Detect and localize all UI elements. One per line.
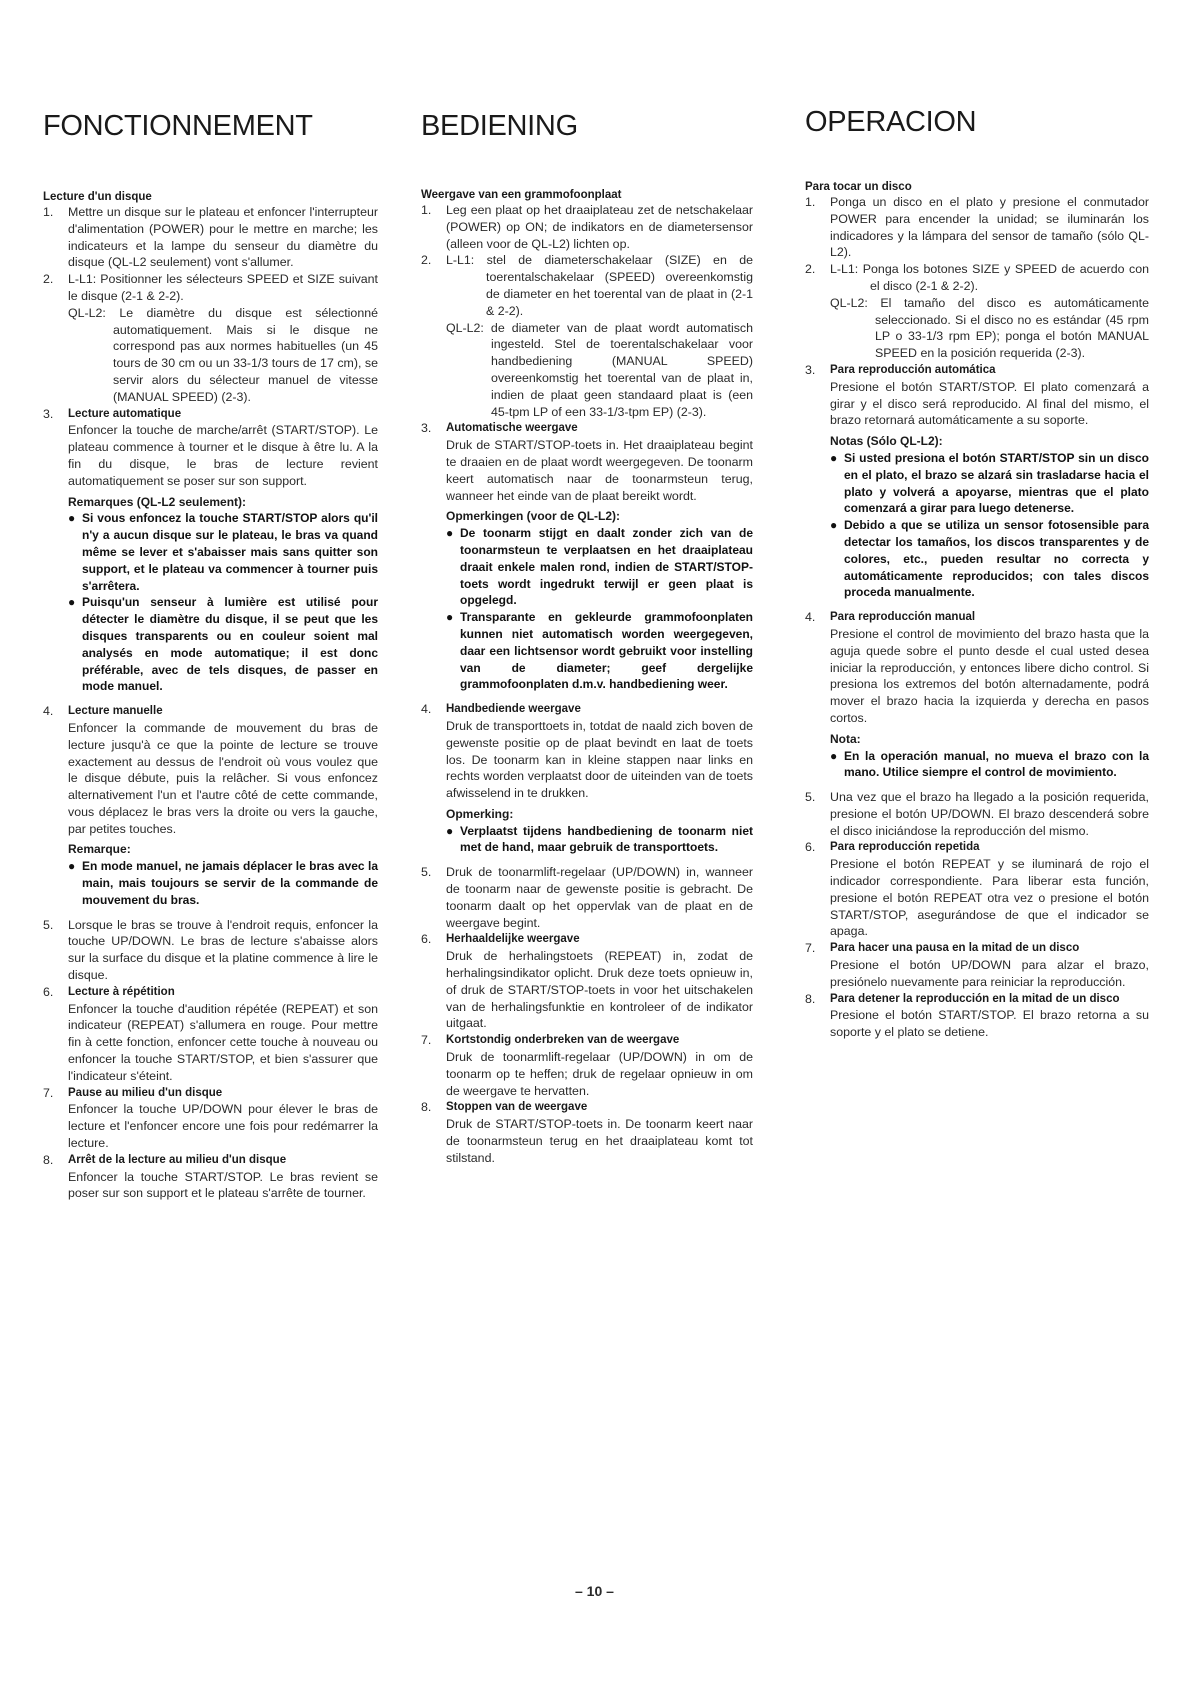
bullet-item: ● Puisqu'un senseur à lumière est utilisé pour détecter le diamètre du disque, il se peut que les disques transparents ou en couleur soient mal analysés en mode automatique; il est donc préférable, avec de tels disques, de passer en mode manuel.	[68, 595, 378, 694]
item-text: Druk de transporttoets in, totdat de naald zich boven de gewenste positie op de plaat bevindt en laat de toets los. De toonarm kan in kleine stappen naar links en rechts worden verplaatst door de uiteinden van de toets afwisselend in te drukken.	[446, 718, 753, 801]
item-title: Arrêt de la lecture au milieu d'un disque	[68, 1153, 287, 1166]
item-title: Para reproducción manual	[830, 611, 976, 624]
item-title: Pause au milieu d'un disque	[68, 1086, 223, 1099]
bullet-item: ● De toonarm stijgt en daalt zonder zich van de toonarmsteun te verplaatsen en het draaiplateau draait enkele malen rond, indien de START/STOP-toets wordt ingedrukt terwijl er geen plaat is opgelegd.	[446, 526, 753, 608]
bullet-icon: ●	[68, 511, 76, 526]
item-text: Enfoncer la touche de marche/arrêt (START/STOP). Le plateau commence à tourner et le disque à être lu. A la fin du disque, le bras de lecture revient automatiquement se poser sur son support.	[68, 423, 378, 488]
notes-title: Opmerking:	[446, 806, 514, 821]
item-title: Handbediende weergave	[446, 703, 581, 716]
item-title: Para hacer una pausa en la mitad de un disco	[830, 942, 1080, 955]
item-text: Presione el control de movimiento del brazo hasta que la aguja quede sobre el punto desde el cual usted desea iniciar la reproducción, y entonces libere dicho control. Si presiona los extremos del botón alternadamente, podrá mover el brazo hacia la izquierda y derecha en pasos cortos.	[830, 626, 1149, 725]
list-item-sub	[421, 320, 753, 421]
subtitle: Para tocar un disco	[805, 181, 912, 193]
item-text: Druk de toonarmlift-regelaar (UP/DOWN) in om de toonarm op te heffen; druk de regelaar opnieuw in om de weergave te hervatten.	[446, 1050, 753, 1098]
item-text: QL-L2: Le diamètre du disque est sélectionné automatiquement. Mais si le disque ne correspond pas aux normes habituelles (un 45 tours de 30 cm ou un 33-1/3 tours de 17 cm), se servir alors du sélecteur manuel de vitesse (MANUAL SPEED) (2-3).	[68, 305, 378, 404]
item-text: L-L1: Ponga los botones SIZE y SPEED de acuerdo con el disco (2-1 & 2-2).	[830, 262, 1149, 293]
bullet-icon: ●	[830, 450, 838, 465]
bullet-item: ● Verplaatst tijdens handbediening de toonarm niet met de hand, maar gebruik de transporttoets.	[446, 823, 753, 855]
list-item: 3. Automatische weergave Druk de START/STOP-toets in. Het draaiplateau begint te draaien en de plaat wordt weergegeven. De toonarm keert automatisch naar de toonarmsteun terug, wanneer het einde van de plaat bereikt wordt. Opmerkingen (voor de QL-L2): ● De toonarm stijgt en daalt zonder zich van de toonarmsteun te verplaatsen en het draaiplateau draait enkele malen rond, indien de START/STOP-toets wordt ingedrukt terwijl er geen plaat is opgelegd. ● Transparante en gekleurde grammofoonplaten kunnen niet automatisch worden weergegeven, daar een lichtsensor wordt gebruikt voor instelling van de diameter; geef dergelijke grammofoonplaten d.m.v. handbediening weer.	[421, 421, 753, 692]
list-item: 7. Para hacer una pausa en la mitad de un disco Presione el botón UP/DOWN para alzar el brazo, presiónelo nuevamente para reiniciar la reproducción.	[805, 941, 1149, 989]
item-text: Una vez que el brazo ha llegado a la posición requerida, presione el botón UP/DOWN. El brazo descenderá sobre el disco iniciándose la reproducción del mismo.	[830, 790, 1149, 838]
bullet-icon: ●	[446, 526, 454, 541]
bullet-item: ● Debido a que se utiliza un sensor fotosensible para detectar los tamaños, los discos transparentes y de colores, etc., pueden resultar no correcta y automáticamente reproducidos; con tales discos proceda manualmente.	[830, 518, 1149, 600]
bullet-icon: ●	[830, 518, 838, 533]
item-title: Stoppen van de weergave	[446, 1101, 588, 1114]
list-item: 1. Leg een plaat op het draaiplateau zet de netschakelaar (POWER) op ON; de indikators en de diametersensor (alleen voor de QL-L2) lichten op.	[421, 203, 753, 251]
notes-block	[830, 433, 1149, 601]
item-title: Para detener la reproducción en la mitad de un disco	[830, 992, 1120, 1005]
item-title: Automatische weergave	[446, 422, 578, 435]
notes-title: Nota:	[830, 731, 861, 746]
list-item: 2. L-L1: Ponga los botones SIZE y SPEED de acuerdo con el disco (2-1 & 2-2).	[805, 262, 1149, 293]
bullet-icon: ●	[446, 823, 454, 838]
notes-title: Remarque:	[68, 842, 131, 857]
item-text: QL-L2: El tamaño del disco es automáticamente seleccionado. Si el disco no es estándar (45 rpm LP o 33-1/3 rpm EP); ponga el botón MANUAL SPEED en la posición requerida (2-3).	[830, 295, 1149, 361]
column-french	[43, 110, 378, 1202]
item-text: Leg een plaat op het draaiplateau zet de netschakelaar (POWER) op ON; de indikators en de diametersensor (alleen voor de QL-L2) lichten op.	[446, 203, 753, 251]
item-text: Lorsque le bras se trouve à l'endroit requis, enfoncer la touche UP/DOWN. Le bras de lecture s'abaisse alors sur la surface du disque et la platine commence à lire le disque.	[68, 917, 378, 983]
bullet-icon: ●	[68, 859, 76, 874]
list-item: 1. Ponga un disco en el plato y presione el conmutador POWER para encender la unidad; se iluminarán los indicadores y la lámpara del sensor de tamaño (sólo QL-L2).	[805, 195, 1149, 260]
item-text: Enfoncer la touche UP/DOWN pour élever le bras de lecture et l'enfoncer encore une fois pour redémarrer la lecture.	[68, 1102, 378, 1151]
item-title: Para reproducción automática	[830, 363, 996, 376]
list-item: 7. Pause au milieu d'un disque Enfoncer la touche UP/DOWN pour élever le bras de lecture et l'enfoncer encore une fois pour redémarrer la lecture.	[43, 1085, 378, 1151]
notes-title: Notas (Sólo QL-L2):	[830, 434, 943, 449]
notes-block	[68, 841, 378, 908]
bullet-item: ● Transparante en gekleurde grammofoonplaten kunnen niet automatisch worden weergegeven, daar een lichtsensor wordt gebruikt voor instelling van de diameter; geef dergelijke grammofoonplaten d.m.v. handbediening weer.	[446, 610, 753, 692]
section-title: OPERACION	[805, 106, 977, 138]
list-item-sub	[805, 295, 1149, 362]
list-item: 8. Arrêt de la lecture au milieu d'un disque Enfoncer la touche START/STOP. Le bras revient se poser sur son support et le plateau s'arrête de tourner.	[43, 1152, 378, 1201]
item-text: Druk de START/STOP-toets in. Het draaiplateau begint te draaien en de plaat wordt weergegeven. De toonarm keert automatisch naar de toonarmsteun terug, wanneer het einde van de plaat bereikt wordt.	[446, 438, 753, 503]
list-item: 2. L-L1: stel de diameterschakelaar (SIZE) en de toerentalschakelaar (SPEED) overeenkomstig de diameter en het toerental van de plaat in (2-1 & 2-2).	[421, 253, 753, 318]
list-item: 4. Handbediende weergave Druk de transporttoets in, totdat de naald zich boven de gewenste positie op de plaat bevindt en laat de toets los. De toonarm kan in kleine stappen naar links en rechts worden verplaatst door de uiteinden van de toets afwisselend in te drukken. Opmerking: ● Verplaatst tijdens handbediening de toonarm niet met de hand, maar gebruik de transporttoets.	[421, 702, 753, 855]
item-title: Herhaaldelijke weergave	[446, 933, 580, 946]
bullet-icon: ●	[446, 610, 454, 625]
notes-title: Remarques (QL-L2 seulement):	[68, 494, 247, 509]
notes-block	[446, 508, 753, 693]
column-spanish	[805, 106, 1149, 1041]
section-title: BEDIENING	[421, 110, 578, 142]
notes-block	[830, 731, 1149, 781]
page-number: – 10 –	[575, 1583, 614, 1599]
list-item: 8. Para detener la reproducción en la mitad de un disco Presione el botón START/STOP. El brazo retorna a su soporte y el plato se detiene.	[805, 991, 1149, 1040]
list-item: 8. Stoppen van de weergave Druk de START/STOP-toets in. De toonarm keert naar de toonarmsteun terug en het draaiplateau komt tot stilstand.	[421, 1100, 753, 1165]
list-item: 2. L-L1: Positionner les sélecteurs SPEED et SIZE suivant le disque (2-1 & 2-2).	[43, 272, 378, 303]
item-text: Presione el botón UP/DOWN para alzar el brazo, presiónelo nuevamente para reiniciar la reproducción.	[830, 958, 1149, 989]
bullet-icon: ●	[830, 748, 838, 763]
item-text: Druk de herhalingstoets (REPEAT) in, zodat de herhalingsindikator oplicht. Druk deze toets opnieuw in, of druk de START/STOP-toets in voor het uitschakelen van de herhalingsfunktie en kontroleer of de indikator uitgaat.	[446, 949, 753, 1031]
item-text: Presione el botón START/STOP. El brazo retorna a su soporte y el plato se detiene.	[830, 1008, 1149, 1040]
list-item: 5. Lorsque le bras se trouve à l'endroit requis, enfoncer la touche UP/DOWN. Le bras de lecture s'abaisse alors sur la surface du disque et la platine commence à lire le disque.	[43, 917, 378, 983]
item-title: Lecture automatique	[68, 407, 182, 420]
list-item: 5. Druk de toonarmlift-regelaar (UP/DOWN) in, wanneer de toonarm naar de gewenste positie is gebracht. De toonarm daalt op het oppervlak van de plaat en de weergave begint.	[421, 865, 753, 930]
item-text: Druk de toonarmlift-regelaar (UP/DOWN) in, wanneer de toonarm naar de gewenste positie is gebracht. De toonarm daalt op het oppervlak van de plaat en de weergave begint.	[446, 865, 753, 930]
item-title: Lecture manuelle	[68, 705, 163, 718]
item-text: L-L1: Positionner les sélecteurs SPEED et SIZE suivant le disque (2-1 & 2-2).	[68, 272, 378, 303]
list-item: 4. Para reproducción manual Presione el control de movimiento del brazo hasta que la aguja quede sobre el punto desde el cual usted desea iniciar la reproducción, y entonces libere dicho control. Si presiona los extremos del botón alternadamente, podrá mover el brazo hacia la izquierda y derecha en pasos cortos. Nota: ● En la operación manual, no mueva el brazo con la mano. Utilice siempre el control de movimiento.	[805, 610, 1149, 780]
bullet-item: ● En mode manuel, ne jamais déplacer le bras avec la main, mais toujours se servir de la commande de mouvement du bras.	[68, 859, 378, 907]
list-item-sub	[43, 305, 378, 406]
item-text: Presione el botón START/STOP. El plato comenzará a girar y el disco será reproducido. Al final del mismo, el brazo retornará automáticamente a su soporte.	[830, 379, 1149, 428]
column-dutch	[421, 110, 753, 1167]
item-text: Ponga un disco en el plato y presione el conmutador POWER para encender la unidad; se iluminarán los indicadores y la lámpara del sensor de tamaño (sólo QL-L2).	[830, 195, 1149, 260]
item-text: Enfoncer la touche d'audition répétée (REPEAT) et son indicateur (REPEAT) s'allumera en rouge. Pour mettre fin à cette fonction, enfoncer cette touche à nouveau ou enfoncer la touche START/STOP, et bien s'assurer que l'indicateur s'éteint.	[68, 1001, 378, 1083]
list-item: 6. Lecture à répétition Enfoncer la touche d'audition répétée (REPEAT) et son indicateur (REPEAT) s'allumera en rouge. Pour mettre fin à cette fonction, enfoncer cette touche à nouveau ou enfoncer la touche START/STOP, et bien s'assurer que l'indicateur s'éteint.	[43, 984, 378, 1083]
item-title: Lecture à répétition	[68, 985, 175, 998]
list-item: 3. Lecture automatique Enfoncer la touche de marche/arrêt (START/STOP). Le plateau commence à tourner et le disque à être lu. A la fin du disque, le bras de lecture revient automatiquement se poser sur son support. Remarques (QL-L2 seulement): ● Si vous enfoncez la touche START/STOP alors qu'il n'y a aucun disque sur le plateau, le bras va quand même se lever et s'abaisser mais sans quitter son support, et le plateau va commencer à tourner puis s'arrêtera. ● Puisqu'un senseur à lumière est utilisé pour détecter le diamètre du disque, il se peut que les disques transparents ou en couleur soient mal analysés en mode automatique; il est donc préférable, avec de tels disques, de passer en mode manuel.	[43, 406, 378, 694]
item-text: QL-L2: de diameter van de plaat wordt automatisch ingesteld. Stel de toerentalschakelaar voor handbediening (MANUAL SPEED) overeenkomstig het toerental van de plaat in, indien de plaat geen standaard plaat is (een 45-tpm LP of een 33-1/3-tpm EP) (2-3).	[446, 320, 753, 419]
list-item: 6. Para reproducción repetida Presione el botón REPEAT y se iluminará de rojo el indicador correspondiente. Para liberar esta función, presione el botón REPEAT otra vez o presione el botón START/STOP, asegurándose de que el indicador se apaga.	[805, 840, 1149, 939]
item-text: Enfoncer la touche START/STOP. Le bras revient se poser sur son support et le plateau s'arrête de tourner.	[68, 1169, 378, 1201]
list-item: 1. Mettre un disque sur le plateau et enfoncer l'interrupteur d'alimentation (POWER) pour le mettre en marche; les indicateurs et la lampe du senseur du diamètre du disque (QL-L2 seulement) vont s'allumer.	[43, 205, 378, 270]
list-item: 3. Para reproducción automática Presione el botón START/STOP. El plato comenzará a girar y el disco será reproducido. Al final del mismo, el brazo retornará automáticamente a su soporte. Notas (Sólo QL-L2): ● Si usted presiona el botón START/STOP sin un disco en el plato, el brazo se alzará sin trasladarse hacia el plato y volverá a apoyarse, mientras que el plato comenzará a girar para luego detenerse. ● Debido a que se utiliza un sensor fotosensible para detectar los tamaños, los discos transparentes y de colores, etc., pueden resultar no correcta y automáticamente reproducidos; con tales discos proceda manualmente.	[805, 362, 1149, 600]
list-item: 7. Kortstondig onderbreken van de weergave Druk de toonarmlift-regelaar (UP/DOWN) in om de toonarm op te heffen; druk de regelaar opnieuw in om de weergave te hervatten.	[421, 1033, 753, 1098]
notes-block	[446, 806, 753, 856]
list-item: 6. Herhaaldelijke weergave Druk de herhalingstoets (REPEAT) in, zodat de herhalingsindikator oplicht. Druk deze toets opnieuw in, of druk de START/STOP-toets in voor het uitschakelen van de herhalingsfunktie en kontroleer of de indikator uitgaat.	[421, 932, 753, 1031]
bullet-item: ● En la operación manual, no mueva el brazo con la mano. Utilice siempre el control de movimiento.	[830, 748, 1149, 780]
notes-title: Opmerkingen (voor de QL-L2):	[446, 509, 621, 524]
section-title: FONCTIONNEMENT	[43, 110, 313, 142]
notes-block	[68, 494, 378, 696]
list-item: 5. Una vez que el brazo ha llegado a la posición requerida, presione el botón UP/DOWN. El brazo descenderá sobre el disco iniciándose la reproducción del mismo.	[805, 790, 1149, 838]
bullet-item: ● Si vous enfoncez la touche START/STOP alors qu'il n'y a aucun disque sur le plateau, le bras va quand même se lever et s'abaisser mais sans quitter son support, et le plateau va commencer à tourner puis s'arrêtera.	[68, 511, 378, 593]
item-text: Enfoncer la commande de mouvement du bras de lecture jusqu'à ce que la pointe de lecture se trouve exactement au dessus de l'endroit où vous voulez que le disque débute, puis la relâcher. Si vous enfoncez alternativement l'un et l'autre côté de cette commande, vous déplacez le bras vers la droite ou vers la gauche, par petites touches.	[68, 720, 378, 836]
item-text: Presione el botón REPEAT y se iluminará de rojo el indicador correspondiente. Para liberar esta función, presione el botón REPEAT otra vez o presione el botón START/STOP, asegurándose de que el indicador se apaga.	[830, 857, 1149, 939]
bullet-item: ● Si usted presiona el botón START/STOP sin un disco en el plato, el brazo se alzará sin trasladarse hacia el plato y volverá a apoyarse, mientras que el plato comenzará a girar para luego detenerse.	[830, 450, 1149, 516]
item-title: Para reproducción repetida	[830, 841, 980, 854]
item-text: Mettre un disque sur le plateau et enfoncer l'interrupteur d'alimentation (POWER) pour le mettre en marche; les indicateurs et la lampe du senseur du diamètre du disque (QL-L2 seulement) vont s'allumer.	[68, 205, 378, 270]
list-item: 4. Lecture manuelle Enfoncer la commande de mouvement du bras de lecture jusqu'à ce que la pointe de lecture se trouve exactement au dessus de l'endroit où vous voulez que le disque débute, puis la relâcher. Si vous enfoncez alternativement l'un et l'autre côté de cette commande, vous déplacez le bras vers la droite ou vers la gauche, par petites touches. Remarque: ● En mode manuel, ne jamais déplacer le bras avec la main, mais toujours se servir de la commande de mouvement du bras.	[43, 704, 378, 907]
bullet-icon: ●	[68, 595, 76, 610]
subtitle: Weergave van een grammofoonplaat	[421, 189, 622, 201]
item-title: Kortstondig onderbreken van de weergave	[446, 1034, 680, 1047]
item-text: L-L1: stel de diameterschakelaar (SIZE) en de toerentalschakelaar (SPEED) overeenkomstig de diameter en het toerental van de plaat in (2-1 & 2-2).	[446, 253, 753, 318]
item-text: Druk de START/STOP-toets in. De toonarm keert naar de toonarmsteun terug en het draaiplateau komt tot stilstand.	[446, 1117, 753, 1165]
subtitle: Lecture d'un disque	[43, 191, 152, 203]
